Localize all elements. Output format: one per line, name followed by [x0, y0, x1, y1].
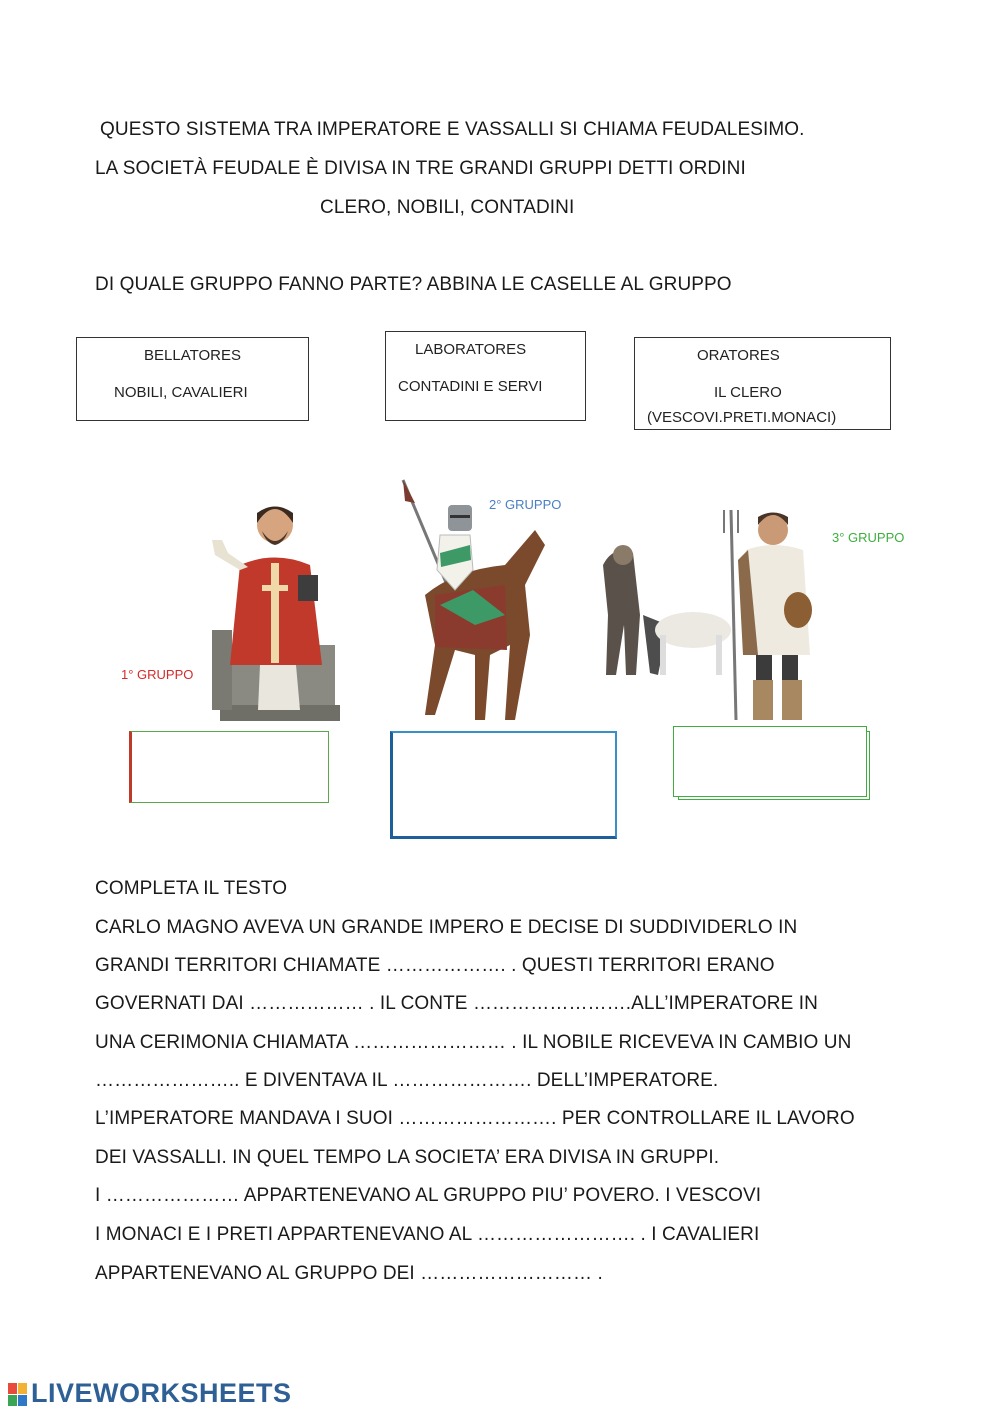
text-line: DEI VASSALLI. IN QUEL TEMPO LA SOCIETA’ ERA DIVISA IN GRUPPI. — [95, 1147, 720, 1168]
card-title: BELLATORES — [144, 347, 241, 364]
drop-zone-group-3[interactable] — [673, 726, 867, 797]
text-line: I ………………… APPARTENEVANO AL GRUPPO PIU’ POVERO. I VESCOVI — [95, 1185, 762, 1206]
bishop-illustration — [200, 495, 345, 725]
drop-zone-group-1[interactable] — [129, 731, 329, 803]
intro-line-1: QUESTO SISTEMA TRA IMPERATORE E VASSALLI SI CHIAMA FEUDALESIMO. — [100, 119, 805, 140]
knight-illustration — [395, 475, 555, 730]
card-text: CONTADINI E SERVI — [398, 378, 543, 395]
card-title: ORATORES — [697, 347, 780, 364]
text-line: GOVERNATI DAI ……………… . IL CONTE …………………….ALL’IMPERATORE IN — [95, 993, 818, 1014]
question-line: DI QUALE GRUPPO FANNO PARTE? ABBINA LE CASELLE AL GRUPPO — [95, 274, 732, 295]
intro-line-3: CLERO, NOBILI, CONTADINI — [320, 197, 575, 218]
peasants-illustration — [598, 505, 848, 725]
card-laboratores[interactable] — [385, 331, 586, 421]
liveworksheets-brand[interactable]: LIVEWORKSHEETS — [31, 1378, 292, 1408]
text-line: APPARTENEVANO AL GRUPPO DEI ……………………… . — [95, 1263, 603, 1284]
intro-line-2: LA SOCIETÀ FEUDALE È DIVISA IN TRE GRANDI GRUPPI DETTI ORDINI — [95, 158, 746, 179]
drop-zone-group-2[interactable] — [390, 731, 617, 839]
card-text: IL CLERO — [714, 384, 782, 401]
group-label-1: 1° GRUPPO — [121, 667, 194, 682]
text-line: UNA CERIMONIA CHIAMATA …………………… . IL NOBILE RICEVEVA IN CAMBIO UN — [95, 1032, 852, 1053]
text-heading: COMPLETA IL TESTO — [95, 878, 288, 899]
text-line: CARLO MAGNO AVEVA UN GRANDE IMPERO E DECISE DI SUDDIVIDERLO IN — [95, 917, 798, 938]
card-text-2: (VESCOVI.PRETI.MONACI) — [647, 409, 837, 426]
card-text: NOBILI, CAVALIERI — [114, 384, 248, 401]
group-label-2: 2° GRUPPO — [489, 497, 562, 512]
card-title: LABORATORES — [415, 341, 527, 358]
text-line: L’IMPERATORE MANDAVA I SUOI ……………………. PER CONTROLLARE IL LAVORO — [95, 1108, 855, 1129]
text-line: GRANDI TERRITORI CHIAMATE ………………. . QUESTI TERRITORI ERANO — [95, 955, 775, 976]
group-label-3: 3° GRUPPO — [832, 530, 905, 545]
text-line: ………………….. E DIVENTAVA IL …………………. DELL’IMPERATORE. — [95, 1070, 719, 1091]
liveworksheets-logo-icon — [8, 1383, 28, 1407]
text-line: I MONACI E I PRETI APPARTENEVANO AL ……………………. . I CAVALIERI — [95, 1224, 760, 1245]
card-oratores[interactable] — [634, 337, 891, 430]
card-bellatores[interactable] — [76, 337, 309, 421]
